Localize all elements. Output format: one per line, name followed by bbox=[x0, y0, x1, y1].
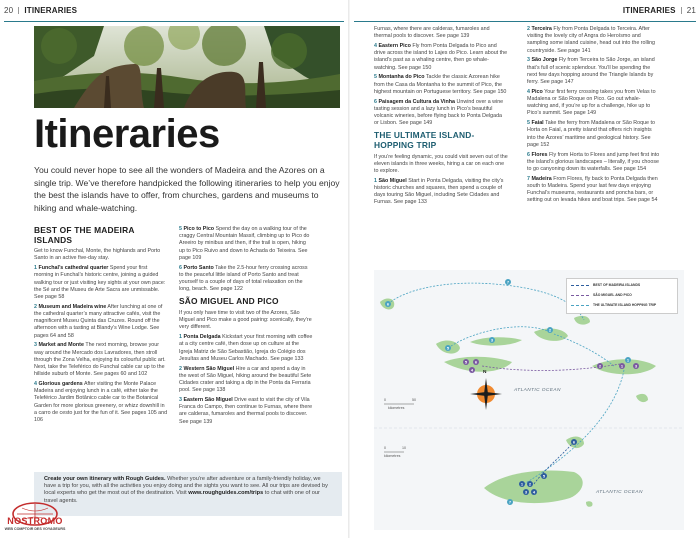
svg-text:2: 2 bbox=[548, 327, 552, 333]
svg-text:3: 3 bbox=[490, 337, 494, 343]
svg-text:7: 7 bbox=[506, 279, 510, 285]
banner-text-1: Whether you’re after adventure or a family-friendly holiday, we have a trip for you, with all the activities you enjoy doing and the sights you want to see. All our trips are devised by local experts who get the most out of the destination. Visit bbox=[44, 476, 328, 497]
svg-text:1: 1 bbox=[620, 363, 624, 369]
right-page-number: 21 bbox=[686, 6, 696, 15]
madeira-item-4: 4 Glorious gardens After visiting the Monte Palace Madeira and enjoying lunch in a café, either take the Teleférico Jardim Botânico cable car to the Botanical Garden for more glorious greenery, or whizz downhill in a carro de cesto just for the fun of it. See pages 105 and 106 bbox=[34, 381, 168, 424]
intro-paragraph: You could never hope to see all the wonders of Madeira and the Azores on a single trip. We’ve therefore handpicked the following itineraries to help you enjoy the best the islands have to offer, from churches, gardens and museums to hiking and whale-watching. bbox=[34, 165, 340, 213]
svg-text:3: 3 bbox=[634, 363, 638, 369]
saomiguel-item-6: 6 Paisagem da Cultura da Vinha Unwind over a wine tasting session and a lazy lunch in Pico’s beautiful volcanic wineries, before flying back to Ponta Delgada or Lisbon. See page 149 bbox=[374, 98, 504, 127]
saomiguel-item-3: 3 Eastern São Miguel Drive east to visit the city of Vila Franca do Campo, then continue to Furnas, where there are calderas, fumaroles and thermal pools to discover. See page 139 bbox=[179, 397, 313, 425]
madeira-item-5: 5 Pico to Pico Spend the day on a walking tour of the craggy Central Mountain Massif, climbing up to Pico do Areeiro by minibus and then, if the trail is open, hiking up to Pico Ruivo and down to Achada do Teixeira. See page 109 bbox=[179, 226, 310, 261]
scale-top-unit: kilometres bbox=[388, 406, 405, 410]
legend-row-ultimate: THE ULTIMATE ISLAND HOPPING TRIP bbox=[571, 302, 675, 309]
legend-row-madeira: BEST OF MADEIRA ISLANDS bbox=[571, 282, 675, 289]
madeira-item-2: 2 Museum and Madeira wine After lunching at one of the cathedral quarter’s many attractive cafés, visit the magnificent Museu Quinta das Cruzes. Round off the afternoon with a tasting at Blandy’s Wine Lodge. See pages 64 and 58 bbox=[34, 303, 163, 339]
banner-url-link[interactable]: www.roughguides.com/trips bbox=[188, 490, 264, 497]
ultimate-lead: If you’re feeling dynamic, you could visit seven out of the eleven islands in three weeks, hiring a car on each one to explore. bbox=[374, 153, 508, 175]
ocean-label-north: ATLANTIC OCEAN bbox=[514, 388, 561, 393]
left-running-title: ITINERARIES bbox=[24, 6, 78, 15]
saomiguel-lead: If you only have time to visit two of the Azores, São Miguel and Pico make a good pairing: scenically, they’re very different. bbox=[179, 310, 312, 331]
legend-row-saomiguel: SÃO MIGUEL AND PICO bbox=[571, 292, 675, 299]
banner-lead: Create your own itinerary with Rough Guides. bbox=[44, 476, 166, 482]
svg-text:4: 4 bbox=[470, 367, 474, 373]
svg-text:5: 5 bbox=[446, 345, 450, 351]
banner-text-2: to chat with one of our travel agents. bbox=[44, 490, 320, 504]
itinerary-map bbox=[374, 270, 684, 530]
saomiguel-item-5: 5 Montanha do Pico Tackle the classic Azorean hike from the Casa da Montanha to the summit of Pico, the highest mountain on Portuguese territory. See page 150 bbox=[374, 74, 507, 95]
madeira-column-1 bbox=[34, 226, 168, 427]
map-legend bbox=[566, 278, 678, 314]
svg-text:3: 3 bbox=[524, 489, 528, 495]
svg-text:6: 6 bbox=[386, 301, 390, 307]
madeira-lead: Get to know Funchal, Monte, the highlands and Porto Santo in an active five-day stay. bbox=[34, 248, 161, 262]
svg-text:6: 6 bbox=[474, 359, 478, 365]
ultimate-item-3: 3 São Jorge Fly from Terceira to São Jorge, an island that’s full of scenic splendour. You’ll be spending the next few days hopping around the Triangle Islands by ferry. See page 147 bbox=[527, 57, 655, 86]
scale-bottom-zero: 0 bbox=[384, 446, 386, 450]
right-running-title: ITINERARIES bbox=[622, 6, 676, 15]
scale-bottom-max: 10 bbox=[402, 446, 406, 450]
svg-text:5: 5 bbox=[542, 473, 546, 479]
svg-text:4: 4 bbox=[532, 489, 536, 495]
logo-name: NOSTROMO bbox=[7, 516, 63, 526]
header-photo bbox=[34, 26, 340, 108]
forest-photo bbox=[34, 26, 340, 108]
saomiguel-item-1: 1 Ponta Delgada Kickstart your first morning with coffee at a city centre café, then dose up on culture at the Igreja Matriz de São Sebastião, Igreja do Colégio dos Jesuítas and Museu Carlos Machado. See page 133 bbox=[179, 334, 313, 362]
saomiguel-item-3-continued: Furnas, where there are calderas, fumaroles and thermal pools to discover. See page 139 bbox=[374, 26, 490, 40]
ultimate-item-2: 2 Terceira Fly from Ponta Delgada to Terceira. After visiting the lovely city of Angra do Heroísmo and sampling some island cuisine, head out into the rolling countryside. See page 141 bbox=[527, 26, 656, 54]
madeira-heading: BEST OF THE MADEIRA ISLANDS bbox=[34, 225, 135, 245]
ultimate-item-7: 7 Madeira From Flores, fly back to Ponta Delgada then south to Madeira. Spend your last few days enjoying Funchal’s museums, restaurants and poncha bars, or setting out on levada hikes and boat trips. See page 54 bbox=[527, 175, 658, 204]
svg-text:6: 6 bbox=[572, 439, 576, 445]
left-page-number: 20 bbox=[4, 6, 14, 15]
scale-top-zero: 0 bbox=[384, 398, 386, 402]
saomiguel-item-4: 4 Eastern Pico Fly from Ponta Delgada to Pico and drive across the island to Lajes do Pico. Learn about the island’s past as a whaling centre, then go whale-watching. See page 150 bbox=[374, 43, 508, 71]
svg-text:5: 5 bbox=[464, 359, 468, 365]
rough-guides-banner bbox=[34, 472, 342, 516]
logo-tagline: WEB COMPTOIR DES VOYAGEURS bbox=[4, 527, 66, 531]
ultimate-item-1: 1 São Miguel Start in Ponta Delgada, visiting the city’s historic churches and squares, then spend a couple of days touring São Miguel, including Sete Cidades and Furnas. See page 133 bbox=[374, 177, 504, 206]
right-column-2 bbox=[527, 26, 661, 207]
right-column-1 bbox=[374, 26, 508, 209]
svg-text:1: 1 bbox=[520, 481, 524, 487]
ocean-label-south: ATLANTIC OCEAN bbox=[596, 490, 643, 495]
svg-text:2: 2 bbox=[528, 481, 532, 487]
scale-bottom-unit: kilometres bbox=[384, 454, 401, 458]
page-title: Itineraries bbox=[34, 112, 220, 156]
right-header-rule bbox=[354, 21, 696, 22]
svg-text:1: 1 bbox=[626, 357, 630, 363]
ultimate-item-6: 6 Flores Fly from Horta to Flores and jump feet first into the island’s glorious landscapes – literally, if you choose to go canyoning down its waterfalls. See page 154 bbox=[527, 151, 660, 173]
svg-text:2: 2 bbox=[598, 363, 602, 369]
ultimate-item-5: 5 Faial Take the ferry from Madalena or São Roque to Horta on Faial, a pretty island that offers rich insights into the Azores’ maritime and geological history. See page 152 bbox=[527, 120, 655, 148]
madeira-item-3: 3 Market and Monte The next morning, browse your way around the Mercado dos Lavradores, then stroll through the Zona Velha, enjoying its colourful public art. Next, take the Teleférico do Funchal cable car up to the hillside suburb of Monte. See pages 60 and 102 bbox=[34, 342, 166, 378]
saomiguel-heading: SÃO MIGUEL AND PICO bbox=[179, 296, 279, 307]
madeira-column-2 bbox=[179, 226, 313, 428]
compass-north-label: N bbox=[483, 370, 487, 375]
madeira-item-6: 6 Porto Santo Take the 2.5-hour ferry crossing across to the peaceful little island of Porto Santo and treat yourself to a couple of days of total relaxation on the long, beach. See page 122 bbox=[179, 264, 308, 293]
madeira-item-1: 1 Funchal’s cathedral quarter Spend your first morning in Funchal’s historic centre, joining a guided walking tour or just visiting key sights at your own pace: the Sé and the Museu de Arte Sacra are unmissable. See page 58 bbox=[34, 265, 166, 300]
ultimate-heading: THE ULTIMATE ISLAND-HOPPING TRIP bbox=[374, 130, 475, 151]
ultimate-item-4: 4 Pico Your first ferry crossing takes you from Velas to Madalena or São Roque on Pico. Go out whale-watching and, if you’re up for a challenge, hike up to Pico’s summit. See page 149 bbox=[527, 88, 656, 117]
scale-top-max: 50 bbox=[412, 398, 416, 402]
left-running-head bbox=[4, 6, 77, 15]
right-running-head bbox=[623, 6, 696, 15]
left-header-rule bbox=[4, 21, 344, 22]
saomiguel-item-2: 2 Western São Miguel Hire a car and spend a day in the west of São Miguel, hiking around the beautiful Sete Cidades crater and taking a dip in the Ponta da Ferraria pool. See page 138 bbox=[179, 365, 312, 394]
svg-text:7: 7 bbox=[508, 499, 512, 505]
